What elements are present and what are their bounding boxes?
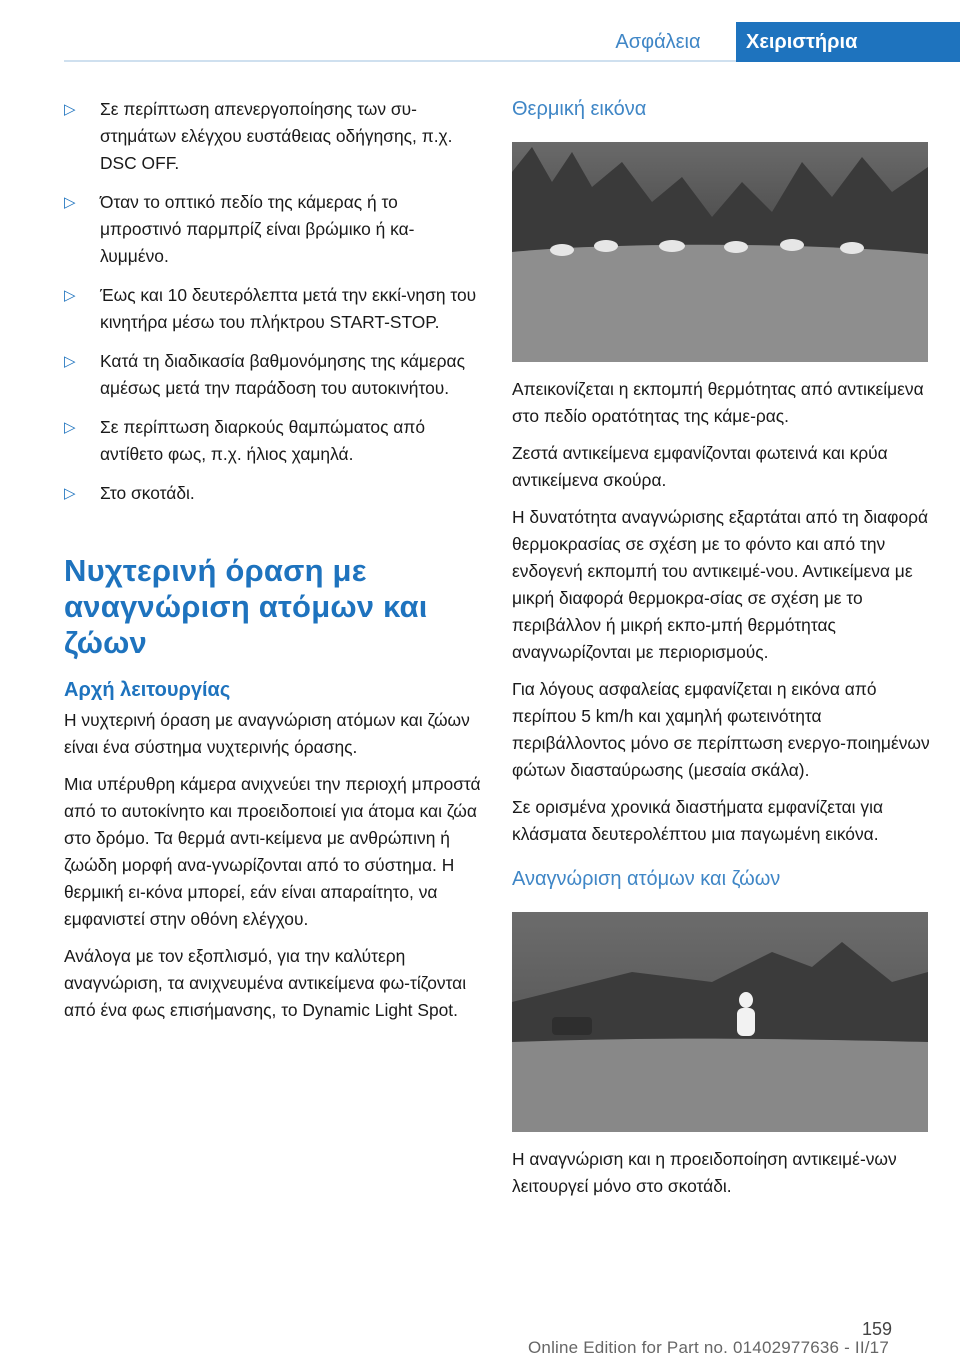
paragraph: Μια υπέρυθρη κάμερα ανιχνεύει την περιοχή μπροστά από το αυτοκίνητο και προειδοποιεί για άτομα και ζώα στο δρόμο. Τα θερμά αντι-κείμενα με ανθρώπινη ή ζωώδη μορφή ανα-γνωρίζονται από το σύστημα. Η θερμική ει-κόνα μπορεί, εάν είναι απαραίτητο, να εμφανιστεί στην οθόνη ελέγχου. bbox=[64, 774, 481, 929]
paragraph: Απεικονίζεται η εκπομπή θερμότητας από αντικείμενα στο πεδίο ορατότητας της κάμε-ρας. bbox=[512, 379, 924, 426]
tab-operation[interactable]: Χειριστήρια bbox=[736, 22, 960, 62]
list-item: ▷ Σε περίπτωση απενεργοποίησης των συ-στημάτων ελέγχου ευστάθειας οδήγησης, π.χ. DSC OFF. bbox=[64, 96, 482, 177]
right-column bbox=[512, 96, 932, 1210]
paragraph: Για λόγους ασφαλείας εμφανίζεται η εικόνα από περίπου 5 km/h και χαμηλή φωτεινότητα περιβάλλοντος μόνο σε περίπτωση ενεργο-ποιημένων φώτων διασταύρωσης (μεσαία σκάλα). bbox=[512, 679, 930, 780]
section-heading: Νυχτερινή όραση με αναγνώριση ατόμων και ζώων bbox=[64, 553, 428, 660]
triangle-bullet-icon: ▷ bbox=[64, 485, 76, 502]
triangle-bullet-icon: ▷ bbox=[64, 101, 76, 118]
edition-note: Online Edition for Part no. 01402977636 - II/17 bbox=[528, 1338, 889, 1357]
triangle-bullet-icon: ▷ bbox=[64, 194, 76, 211]
thermal-image-photo bbox=[512, 142, 928, 362]
list-item: ▷ Όταν το οπτικό πεδίο της κάμερας ή το μπροστινό παρμπρίζ είναι βρώμικο ή κα-λυμμένο. bbox=[64, 189, 482, 270]
page-number: 159 bbox=[862, 1319, 893, 1339]
left-column bbox=[64, 96, 482, 1034]
paragraph: Η νυχτερινή όραση με αναγνώριση ατόμων και ζώων είναι ένα σύστημα νυχτερινής όρασης. bbox=[64, 710, 470, 757]
triangle-bullet-icon: ▷ bbox=[64, 287, 76, 304]
paragraph: Η αναγνώριση και η προειδοποίηση αντικειμέ-νων λειτουργεί μόνο στο σκοτάδι. bbox=[512, 1149, 897, 1196]
paragraph: Σε ορισμένα χρονικά διαστήματα εμφανίζεται για κλάσματα δευτερολέπτου μια παγωμένη εικόνα. bbox=[512, 797, 883, 844]
list-item: ▷ Κατά τη διαδικασία βαθμονόμησης της κάμερας αμέσως μετά την παράδοση του αυτοκινήτου. bbox=[64, 348, 482, 402]
list-item: ▷ Έως και 10 δευτερόλεπτα μετά την εκκί-νηση του κινητήρα μέσω του πλήκτρου START-STOP. bbox=[64, 282, 482, 336]
paragraph: Ανάλογα με τον εξοπλισμό, για την καλύτερη αναγνώριση, τα ανιχνευμένα αντικείμενα φω-τίζονται από ένα φως επισήμανσης, το Dynamic Light Spot. bbox=[64, 946, 467, 1020]
subsection-heading: Αρχή λειτουργίας bbox=[64, 679, 231, 701]
bullet-list bbox=[64, 96, 482, 507]
list-item: ▷ Σε περίπτωση διαρκούς θαμπώματος από αντίθετο φως, π.χ. ήλιος χαμηλά. bbox=[64, 414, 482, 468]
list-item: ▷ Στο σκοτάδι. bbox=[64, 480, 482, 507]
paragraph: Ζεστά αντικείμενα εμφανίζονται φωτεινά και κρύα αντικείμενα σκούρα. bbox=[512, 443, 888, 490]
person-detection-photo bbox=[512, 912, 928, 1132]
person-detection-heading: Αναγνώριση ατόμων και ζώων bbox=[512, 868, 781, 890]
triangle-bullet-icon: ▷ bbox=[64, 419, 76, 436]
tab-safety[interactable]: Ασφάλεια bbox=[615, 31, 701, 53]
paragraph: Η δυνατότητα αναγνώρισης εξαρτάται από τη διαφορά θερμοκρασίας σε σχέση με το φόντο και από την ενδογενή εκπομπή του αντικειμέ-νου. Αντικείμενα με μικρή διαφορά θερμοκρα-σίας σε σχέση με το περιβάλλον ή μικρή εκπο-μπή θερμότητας αναγνωρίζονται με περιορισμούς. bbox=[512, 507, 929, 662]
thermal-image-heading: Θερμική εικόνα bbox=[512, 98, 647, 120]
triangle-bullet-icon: ▷ bbox=[64, 353, 76, 370]
